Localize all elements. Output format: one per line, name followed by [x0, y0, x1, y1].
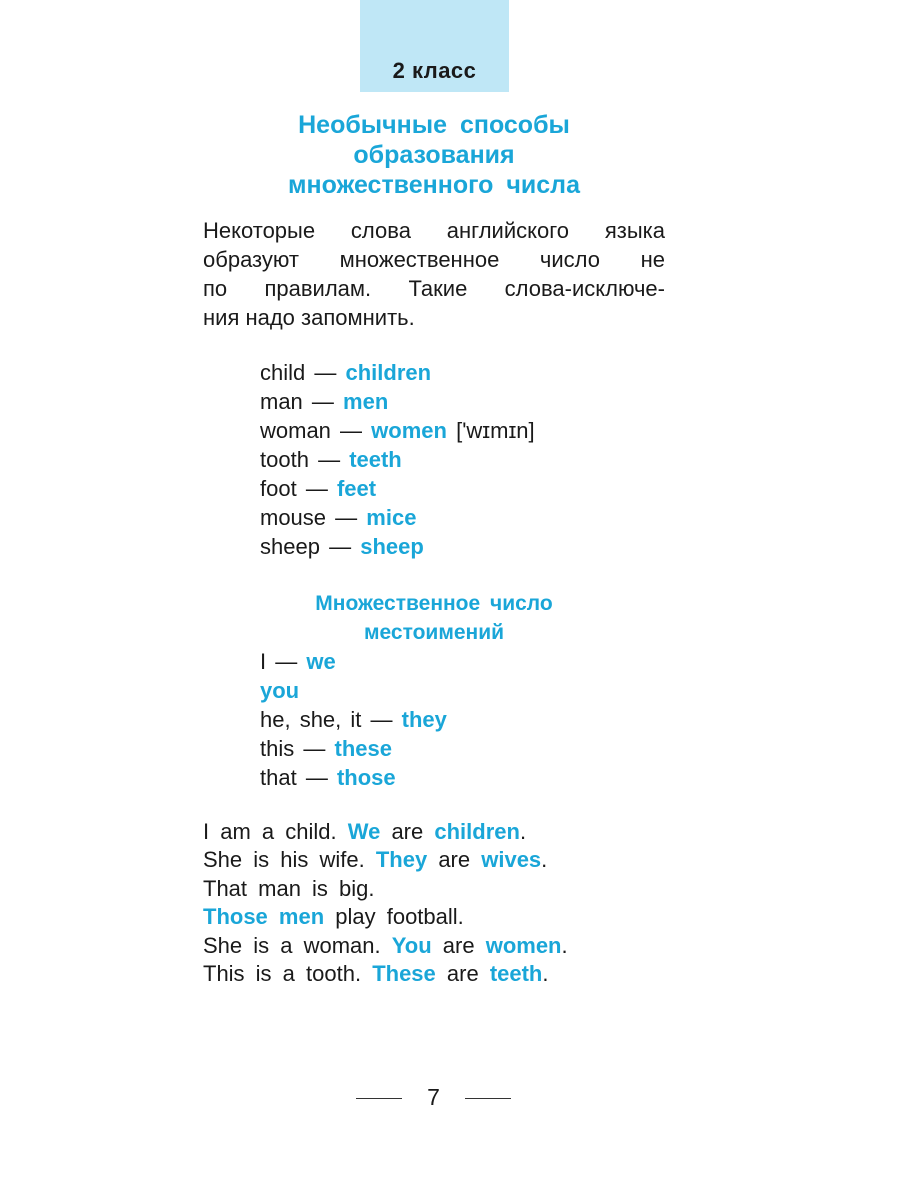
pronouns-title: [250, 589, 618, 647]
pronoun-row: [260, 763, 447, 792]
plural-word: children: [345, 360, 432, 385]
example-sentences: [203, 818, 568, 988]
sentence-text: play football.: [324, 904, 464, 930]
pronoun-row: [260, 705, 447, 734]
pronouns-title-line: местоимений: [363, 621, 505, 644]
singular-word: sheep: [260, 534, 320, 559]
intro-line: по правилам. Такие слова-исключе-: [203, 276, 665, 301]
highlighted-word: You: [391, 932, 432, 958]
singular-word: mouse: [260, 505, 327, 530]
plural-pronoun: these: [334, 736, 392, 761]
transcription: ['wɪmɪn]: [456, 418, 535, 443]
sentence-text: .: [561, 932, 568, 958]
example-sentence: [203, 960, 568, 988]
highlighted-word: women: [485, 932, 562, 958]
intro-line: образуют множественное число не: [203, 247, 665, 272]
highlighted-word: wives: [481, 847, 542, 873]
grade-label: 2 класс: [392, 58, 477, 83]
plural-word: feet: [336, 476, 377, 501]
highlighted-word: Those men: [203, 904, 325, 930]
dash: —: [329, 534, 352, 559]
example-sentence: [203, 846, 568, 874]
plural-word: women: [371, 418, 447, 443]
sentence-text: .: [541, 847, 548, 873]
footer-rule-right: [465, 1098, 511, 1099]
section-title-line: множественного числа: [288, 171, 580, 199]
pronoun-row: [260, 676, 447, 705]
plural-pair-row: [260, 387, 535, 416]
page-footer: [356, 1082, 511, 1112]
sentence-text: She is a woman.: [203, 932, 392, 958]
sentence-text: .: [519, 819, 527, 844]
dash: —: [318, 447, 341, 472]
singular-word: woman: [260, 418, 331, 443]
dash: —: [305, 476, 328, 501]
dash: —: [370, 707, 393, 732]
pronoun-row: [260, 734, 447, 763]
plural-pair-row: [260, 503, 535, 532]
sentence-text: This is a tooth.: [203, 960, 373, 986]
example-sentence: [203, 818, 568, 846]
plural-pronoun: they: [401, 707, 447, 732]
section-title-line: Необычные способы: [298, 111, 570, 139]
sentence-text: She is his wife.: [203, 847, 376, 873]
dash: —: [275, 649, 298, 674]
pronouns-title-line: Множественное число: [315, 592, 553, 615]
sentence-text: are: [380, 819, 435, 844]
dash: —: [303, 736, 326, 761]
plural-pronoun: you: [260, 678, 300, 703]
irregular-plurals-list: [260, 358, 535, 561]
sentence-text: I am a child.: [203, 819, 348, 844]
sentence-text: That man is big.: [203, 875, 375, 901]
singular-word: tooth: [260, 447, 309, 472]
intro-line: Некоторые слова английского языка: [203, 218, 665, 243]
singular-pronoun: he, she, it: [260, 707, 362, 732]
pronouns-list: [260, 647, 447, 792]
highlighted-word: They: [375, 847, 428, 873]
intro-line: ния надо запомнить.: [203, 305, 415, 330]
example-sentence: [203, 932, 568, 960]
plural-pair-row: [260, 445, 535, 474]
highlighted-word: teeth: [489, 960, 543, 986]
pronoun-row: [260, 647, 447, 676]
dash: —: [335, 505, 358, 530]
plural-word: teeth: [349, 447, 402, 472]
sentence-text: .: [542, 960, 549, 986]
intro-paragraph: [203, 216, 665, 332]
sentence-text: are: [427, 847, 482, 873]
dash: —: [314, 360, 337, 385]
plural-pronoun: we: [306, 649, 336, 674]
singular-word: man: [260, 389, 303, 414]
plural-word: mice: [366, 505, 417, 530]
highlighted-word: children: [434, 819, 520, 844]
plural-word: men: [343, 389, 389, 414]
plural-pair-row: [260, 416, 535, 445]
page-number: 7: [427, 1084, 440, 1110]
singular-pronoun: this: [260, 736, 295, 761]
highlighted-word: These: [372, 960, 436, 986]
sentence-text: are: [435, 960, 490, 986]
plural-pronoun: those: [336, 765, 396, 790]
example-sentence: [203, 903, 568, 931]
section-title-line: образования: [353, 141, 515, 169]
plural-word: sheep: [360, 534, 424, 559]
dash: —: [311, 389, 334, 414]
plural-pair-row: [260, 532, 535, 561]
example-sentence: [203, 875, 568, 903]
plural-pair-row: [260, 358, 535, 387]
grade-tab: [360, 0, 509, 92]
highlighted-word: We: [347, 819, 381, 844]
dash: —: [305, 765, 328, 790]
singular-pronoun: I: [260, 649, 267, 674]
section-title: [200, 110, 668, 200]
singular-word: foot: [260, 476, 297, 501]
plural-pair-row: [260, 474, 535, 503]
singular-word: child: [260, 360, 306, 385]
sentence-text: are: [431, 932, 486, 958]
singular-pronoun: that: [260, 765, 297, 790]
dash: —: [340, 418, 363, 443]
